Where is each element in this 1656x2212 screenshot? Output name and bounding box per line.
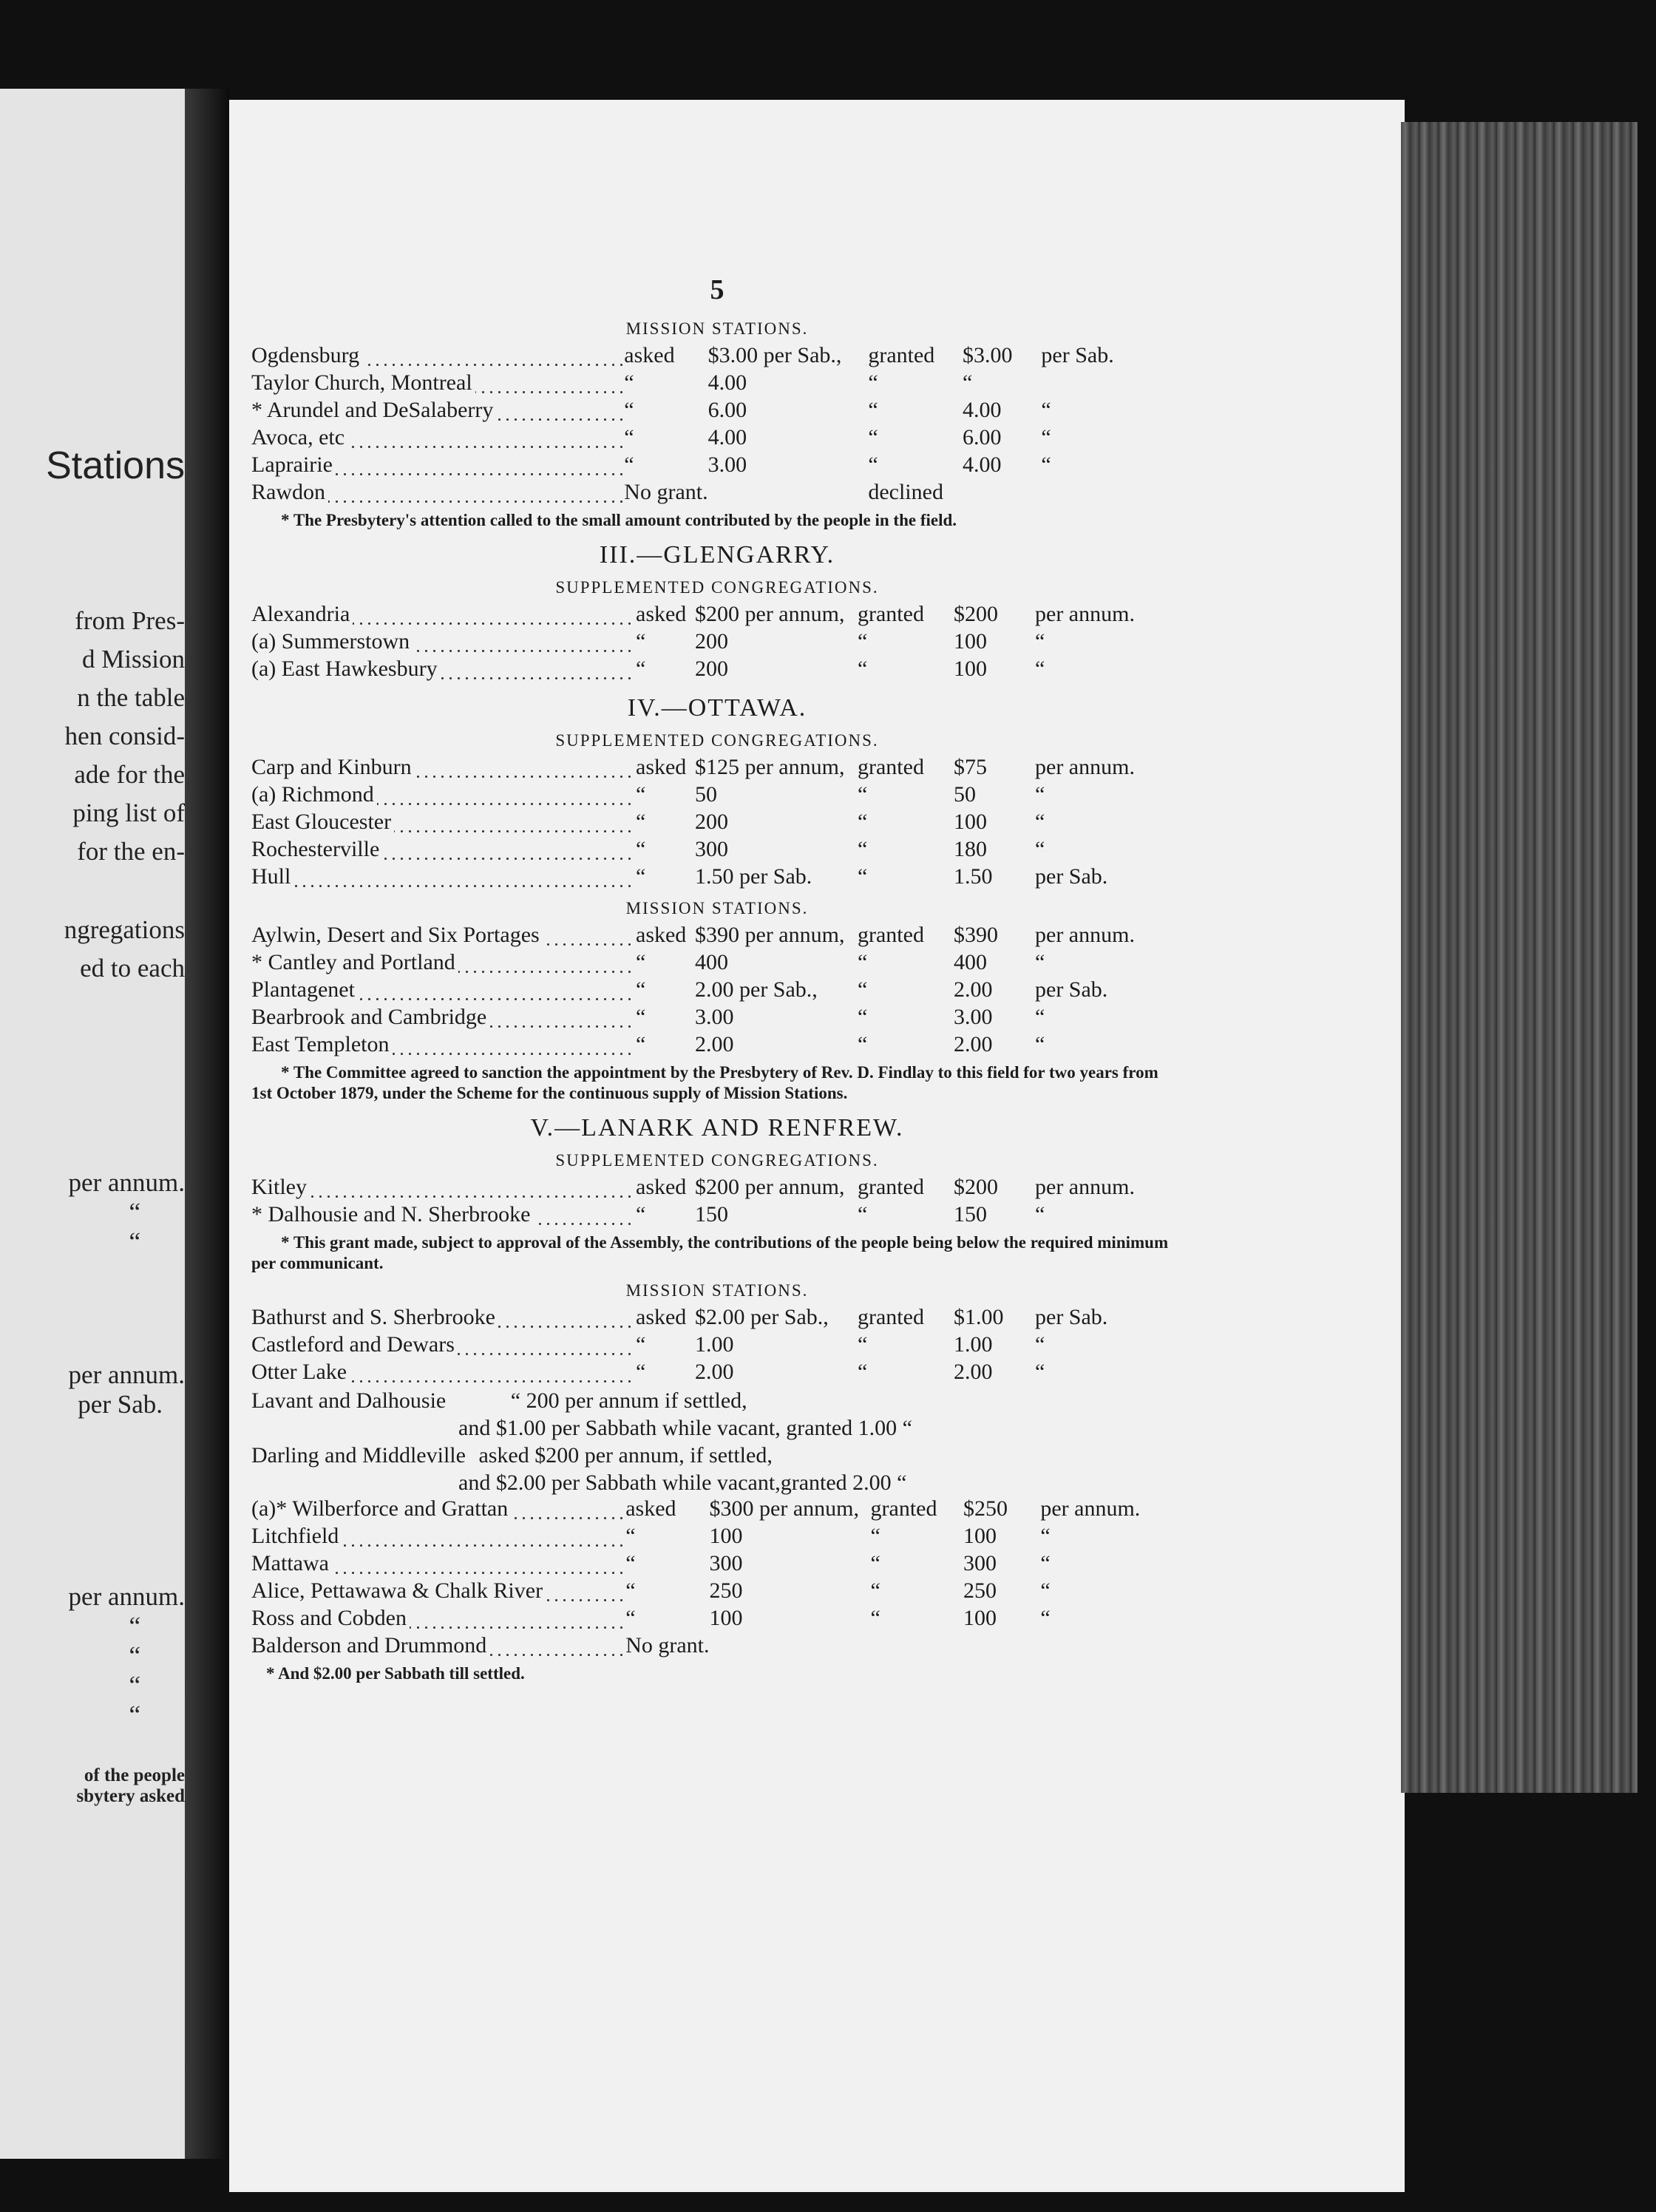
- table-row: [251, 1496, 1183, 1524]
- row-cell-c5: [1041, 480, 1183, 507]
- row-cell-c1: “: [624, 398, 634, 422]
- left-line: hen consid-: [64, 722, 185, 750]
- row-cell-c5: “: [1035, 950, 1045, 974]
- mission-stations-heading: MISSION STATIONS.: [625, 1281, 809, 1300]
- entry-name: Lavant and Dalhousie: [251, 1388, 447, 1413]
- row-name: [251, 1606, 625, 1633]
- row-cell-c2: 200: [695, 657, 728, 681]
- row-cell-c4: $3.00: [962, 343, 1013, 367]
- row-cell-c2: $300 per annum,: [709, 1496, 859, 1521]
- row-name-text: Rawdon: [251, 480, 328, 504]
- table-row: [251, 1332, 1183, 1360]
- row-name-text: Rochesterville: [251, 837, 382, 861]
- row-name: [251, 1305, 636, 1332]
- row-cell-c1: “: [636, 977, 646, 1002]
- entry-detail: asked $200 per annum, if settled,: [478, 1443, 773, 1468]
- row-name-text: Taylor Church, Montreal: [251, 370, 475, 395]
- footnote: * This grant made, subject to approval of the Assembly, the contributions of the people being below the required minimum per communicant.: [251, 1233, 1169, 1272]
- table-row: [251, 1524, 1183, 1551]
- left-footnote: of the people: [84, 1765, 185, 1785]
- left-line: from Pres-: [75, 606, 185, 635]
- ottawa-mission-table: [251, 923, 1183, 1059]
- table-row: [251, 629, 1183, 657]
- entry-lavant: [251, 1387, 1183, 1414]
- row-cell-c5: “: [1035, 657, 1045, 681]
- table-row: [251, 1551, 1183, 1578]
- mission-stations-heading: MISSION STATIONS.: [625, 319, 809, 338]
- row-cell-c3: “: [858, 1032, 868, 1056]
- row-name-text: Kitley: [251, 1175, 310, 1199]
- table-row: [251, 864, 1183, 892]
- lanark-mission-table-2: [251, 1496, 1183, 1660]
- row-cell-c3: granted: [858, 1175, 924, 1199]
- left-ditto: “: [129, 1227, 140, 1256]
- row-cell-c2: $125 per annum,: [695, 755, 845, 779]
- row-cell-c4: $250: [963, 1496, 1008, 1521]
- row-name-text: Mattawa: [251, 1551, 332, 1575]
- section-heading: III.—GLENGARRY.: [599, 541, 835, 569]
- row-cell-c5: “: [1041, 398, 1051, 422]
- table-row: [251, 1005, 1183, 1032]
- table-row: [251, 1202, 1183, 1229]
- row-cell-c2: 200: [695, 810, 728, 834]
- row-cell-c1: “: [625, 1606, 636, 1630]
- row-name: [251, 425, 624, 452]
- row-cell-c5: “: [1035, 1360, 1045, 1384]
- row-cell-c5: per Sab.: [1035, 1305, 1108, 1329]
- row-cell-c1: “: [636, 1032, 646, 1056]
- row-name: [251, 864, 636, 892]
- row-name: [251, 1496, 625, 1524]
- row-cell-c5: per annum.: [1035, 755, 1135, 779]
- row-cell-c2: 3.00: [707, 452, 747, 477]
- table-row: [251, 810, 1183, 837]
- row-cell-c1: “: [636, 950, 646, 974]
- table-row: [251, 782, 1183, 810]
- row-name-text: Hull: [251, 864, 293, 889]
- book-gutter: [185, 89, 229, 2159]
- row-name-text: Bearbrook and Cambridge: [251, 1005, 489, 1029]
- row-cell-c3: granted: [858, 923, 924, 947]
- row-name-text: Ogdensburg: [251, 343, 362, 367]
- row-cell-c5: [1040, 1633, 1183, 1660]
- row-cell-c3: “: [868, 452, 878, 477]
- row-name-text: Laprairie: [251, 452, 336, 477]
- row-name: [251, 398, 624, 425]
- row-name: [251, 755, 636, 782]
- row-cell-c5: “: [1041, 425, 1051, 449]
- row-cell-c1: asked: [636, 602, 687, 626]
- row-name: [251, 1032, 636, 1059]
- row-cell-c5: “: [1035, 629, 1045, 654]
- table-row: [251, 602, 1183, 629]
- left-heading: Stations: [46, 444, 185, 487]
- row-name-text: Aylwin, Desert and Six Portages: [251, 923, 543, 947]
- row-cell-c5: “: [1040, 1551, 1051, 1575]
- row-cell-c2: 1.50 per Sab.: [695, 864, 812, 889]
- row-cell-c3: “: [870, 1578, 880, 1603]
- row-cell-c5: “: [1035, 1332, 1045, 1357]
- row-name: [251, 452, 624, 480]
- row-cell-c4: 50: [954, 782, 976, 807]
- row-cell-c4: 100: [954, 810, 987, 834]
- entry-name: Darling and Middleville: [251, 1443, 466, 1468]
- row-cell-c2: 6.00: [707, 398, 747, 422]
- row-cell-c1: asked: [636, 1305, 687, 1329]
- row-cell-c4: $75: [954, 755, 987, 779]
- left-page-fragment: [0, 89, 185, 2159]
- row-cell-c5: “: [1035, 837, 1045, 861]
- row-cell-c5: per Sab.: [1035, 977, 1108, 1002]
- row-cell-c4: 3.00: [954, 1005, 993, 1029]
- row-cell-c2: 4.00: [707, 425, 747, 449]
- row-cell-c3: [871, 1633, 963, 1660]
- row-name-text: Bathurst and S. Sherbrooke: [251, 1305, 498, 1329]
- ottawa-table: [251, 755, 1183, 892]
- row-cell-c2: 4.00: [707, 370, 747, 395]
- row-name-text: Carp and Kinburn: [251, 755, 415, 779]
- left-line: d Mission: [81, 645, 185, 674]
- page-edges: [1401, 122, 1638, 1793]
- row-cell-c4: 4.00: [962, 398, 1002, 422]
- table-row: [251, 1305, 1183, 1332]
- row-cell-c4: $200: [954, 1175, 998, 1199]
- row-cell-c2: 2.00 per Sab.,: [695, 977, 818, 1002]
- table-row: [251, 657, 1183, 684]
- row-cell-c3: “: [858, 629, 868, 654]
- row-name: [251, 837, 636, 864]
- row-cell-c1: asked: [636, 1175, 687, 1199]
- row-cell-c3: “: [858, 977, 868, 1002]
- row-name-text: Castleford and Dewars: [251, 1332, 458, 1357]
- row-cell-c1: “: [636, 629, 646, 654]
- row-cell-c4: 300: [963, 1551, 997, 1575]
- row-cell-c3: “: [858, 1202, 868, 1227]
- row-cell-c5: “: [1040, 1578, 1051, 1603]
- row-name: [251, 480, 624, 507]
- row-name-text: Alice, Pettawawa & Chalk River: [251, 1578, 546, 1603]
- table-row: [251, 977, 1183, 1005]
- table-row: [251, 343, 1183, 370]
- row-cell-c2: 400: [695, 950, 728, 974]
- row-cell-c3: “: [868, 425, 878, 449]
- row-cell-c5: per Sab.: [1041, 343, 1114, 367]
- row-cell-c5: “: [1035, 810, 1045, 834]
- table-row: [251, 923, 1183, 950]
- left-ditto: “: [129, 1198, 140, 1227]
- row-cell-c2: $390 per annum,: [695, 923, 845, 947]
- row-cell-c1: “: [636, 1202, 646, 1227]
- row-cell-c2: 100: [709, 1606, 743, 1630]
- left-line: n the table: [77, 683, 185, 712]
- row-cell-c5: per annum.: [1035, 602, 1135, 626]
- row-name-text: Otter Lake: [251, 1360, 350, 1384]
- row-name: [251, 1202, 636, 1229]
- row-name: [251, 602, 636, 629]
- row-name: [251, 1360, 636, 1387]
- row-cell-c4: 100: [954, 657, 987, 681]
- row-name-text: Litchfield: [251, 1524, 342, 1548]
- row-name: [251, 950, 636, 977]
- row-cell-c3: “: [858, 1005, 868, 1029]
- row-cell-c1: “: [625, 1551, 636, 1575]
- row-cell-c4: $1.00: [954, 1305, 1004, 1329]
- row-cell-c5: “: [1035, 1005, 1045, 1029]
- row-cell-c1: asked: [636, 755, 687, 779]
- left-line: for the en-: [77, 837, 185, 866]
- left-line: ngregations: [64, 915, 185, 944]
- section-heading: IV.—OTTAWA.: [627, 694, 807, 722]
- row-cell-c3: “: [858, 950, 868, 974]
- left-ditto: “: [129, 1671, 140, 1700]
- row-cell-c1: “: [624, 452, 634, 477]
- row-cell-c3: “: [858, 782, 868, 807]
- row-cell-c5: per Sab.: [1035, 864, 1108, 889]
- table-row: [251, 837, 1183, 864]
- row-name-text: * Arundel and DeSalaberry: [251, 398, 496, 422]
- left-footnote: sbytery asked: [76, 1786, 185, 1806]
- row-cell-c2: 2.00: [695, 1032, 734, 1056]
- row-cell-c3: “: [858, 1332, 868, 1357]
- footnote: * The Presbytery's attention called to the small amount contributed by the people in the field.: [281, 511, 957, 529]
- row-name-text: East Templeton: [251, 1032, 392, 1056]
- row-name-text: (a) Summerstown: [251, 629, 413, 654]
- row-cell-c2: [710, 1633, 871, 1660]
- row-cell-c5: “: [1035, 1202, 1045, 1227]
- row-name-text: Balderson and Drummond: [251, 1633, 489, 1658]
- row-name-text: Avoca, etc: [251, 425, 347, 449]
- row-cell-c2: 1.00: [695, 1332, 734, 1357]
- row-cell-c5: “: [1040, 1524, 1051, 1548]
- row-name-text: * Dalhousie and N. Sherbrooke: [251, 1202, 533, 1227]
- row-cell-c4: 4.00: [962, 452, 1002, 477]
- row-name: [251, 343, 624, 370]
- row-cell-c5: per annum.: [1040, 1496, 1141, 1521]
- footnote: * The Committee agreed to sanction the appointment by the Presbytery of Rev. D. Findlay to this field for two years from 1st October 1879, under the Scheme for the continuous supply of Mission Stations.: [251, 1063, 1158, 1102]
- table-row: [251, 950, 1183, 977]
- row-name-text: Alexandria: [251, 602, 353, 626]
- table-row: [251, 1578, 1183, 1606]
- row-name-text: * Cantley and Portland: [251, 950, 458, 974]
- left-per-annum: per annum.: [68, 1582, 185, 1611]
- row-cell-c1: No grant.: [625, 1633, 710, 1658]
- footnote: * And $2.00 per Sabbath till settled.: [266, 1664, 525, 1683]
- table-row: [251, 398, 1183, 425]
- row-name: [251, 370, 624, 398]
- row-name: [251, 810, 636, 837]
- row-cell-c1: asked: [636, 923, 687, 947]
- row-name: [251, 629, 636, 657]
- row-cell-c2: 100: [709, 1524, 743, 1548]
- row-cell-c3: “: [858, 810, 868, 834]
- left-per-annum: per annum.: [68, 1168, 185, 1197]
- row-name-text: (a) Richmond: [251, 782, 377, 807]
- mission-stations-heading: MISSION STATIONS.: [625, 899, 809, 917]
- mission-stations-table: [251, 343, 1183, 507]
- row-cell-c2: $2.00 per Sab.,: [695, 1305, 829, 1329]
- row-cell-c3: granted: [868, 343, 935, 367]
- row-cell-c2: 300: [709, 1551, 743, 1575]
- row-cell-c3: granted: [870, 1496, 937, 1521]
- entry-detail: “ 200 per annum if settled,: [510, 1388, 747, 1413]
- table-row: [251, 1032, 1183, 1059]
- row-cell-c1: “: [636, 1005, 646, 1029]
- row-name-text: Plantagenet: [251, 977, 358, 1002]
- row-cell-c2: $200 per annum,: [695, 1175, 845, 1199]
- row-cell-c1: “: [636, 657, 646, 681]
- row-cell-c4: 100: [963, 1606, 997, 1630]
- row-name-text: (a)* Wilberforce and Grattan: [251, 1496, 511, 1521]
- row-cell-c1: “: [636, 1360, 646, 1384]
- row-name: [251, 1005, 636, 1032]
- lanark-table: [251, 1175, 1183, 1229]
- row-cell-c4: [963, 1633, 1040, 1660]
- row-cell-c2: 250: [709, 1578, 743, 1603]
- row-cell-c3: “: [858, 837, 868, 861]
- row-cell-c1: “: [636, 837, 646, 861]
- row-cell-c5: “: [1040, 1606, 1051, 1630]
- row-cell-c3: “: [868, 398, 878, 422]
- row-cell-c3: “: [870, 1606, 880, 1630]
- row-name-text: (a) East Hawkesbury: [251, 657, 441, 681]
- left-per-annum: per annum.: [68, 1360, 185, 1389]
- page-number: 5: [710, 274, 724, 305]
- row-cell-c3: “: [858, 657, 868, 681]
- row-cell-c2: 3.00: [695, 1005, 734, 1029]
- row-cell-c2: $3.00 per Sab.,: [707, 343, 842, 367]
- row-cell-c2: 2.00: [695, 1360, 734, 1384]
- row-cell-c4: 1.00: [954, 1332, 993, 1357]
- row-cell-c4: 1.50: [954, 864, 993, 889]
- row-cell-c1: “: [625, 1524, 636, 1548]
- left-line: ade for the: [74, 760, 185, 789]
- row-cell-c4: “: [962, 370, 973, 395]
- left-ditto: “: [129, 1700, 140, 1729]
- table-row: [251, 1175, 1183, 1202]
- row-cell-c1: asked: [625, 1496, 676, 1521]
- row-cell-c4: 2.00: [954, 977, 993, 1002]
- table-row: [251, 452, 1183, 480]
- left-ditto: “: [129, 1612, 140, 1641]
- row-cell-c2: $200 per annum,: [695, 602, 845, 626]
- row-cell-c4: [963, 480, 1041, 507]
- row-cell-c1: asked: [624, 343, 675, 367]
- row-cell-c4: 6.00: [962, 425, 1002, 449]
- row-cell-c3: “: [858, 864, 868, 889]
- row-name: [251, 1332, 636, 1360]
- sub-heading: SUPPLEMENTED CONGREGATIONS.: [555, 731, 879, 750]
- row-cell-c4: 100: [954, 629, 987, 654]
- row-name: [251, 657, 636, 684]
- entry-darling: [251, 1442, 1183, 1469]
- row-name: [251, 1551, 625, 1578]
- left-ditto: “: [129, 1641, 140, 1670]
- row-cell-c3: granted: [858, 1305, 924, 1329]
- row-cell-c4: 250: [963, 1578, 997, 1603]
- left-per-sab: per Sab.: [78, 1390, 163, 1419]
- row-name-text: Ross and Cobden: [251, 1606, 410, 1630]
- row-cell-c2: [708, 480, 869, 507]
- row-cell-c4: 2.00: [954, 1360, 993, 1384]
- row-cell-c1: “: [624, 370, 634, 395]
- sub-heading: SUPPLEMENTED CONGREGATIONS.: [555, 1151, 879, 1170]
- row-name: [251, 782, 636, 810]
- table-row: [251, 1633, 1183, 1660]
- row-cell-c4: 100: [963, 1524, 997, 1548]
- row-cell-c2: 300: [695, 837, 728, 861]
- row-cell-c1: No grant.: [624, 480, 708, 504]
- row-cell-c3: “: [858, 1360, 868, 1384]
- row-cell-c4: 180: [954, 837, 987, 861]
- entry-detail: and $1.00 per Sabbath while vacant, granted 1.00 “: [458, 1416, 912, 1440]
- row-cell-c5: per annum.: [1035, 1175, 1135, 1199]
- row-cell-c1: “: [625, 1578, 636, 1603]
- row-cell-c2: 50: [695, 782, 717, 807]
- table-row: [251, 1606, 1183, 1633]
- row-cell-c1: “: [636, 864, 646, 889]
- row-cell-c5: [1041, 370, 1183, 398]
- glengarry-table: [251, 602, 1183, 684]
- row-cell-c5: “: [1035, 782, 1045, 807]
- row-cell-c4: 2.00: [954, 1032, 993, 1056]
- row-name: [251, 923, 636, 950]
- row-name-text: East Gloucester: [251, 810, 394, 834]
- sub-heading: SUPPLEMENTED CONGREGATIONS.: [555, 578, 879, 597]
- table-row: [251, 755, 1183, 782]
- table-row: [251, 425, 1183, 452]
- entry-detail: and $2.00 per Sabbath while vacant,granted 2.00 “: [458, 1470, 907, 1495]
- row-cell-c4: $200: [954, 602, 998, 626]
- row-cell-c1: “: [636, 1332, 646, 1357]
- row-cell-c5: “: [1035, 1032, 1045, 1056]
- row-cell-c1: “: [636, 810, 646, 834]
- section-heading: V.—LANARK AND RENFREW.: [530, 1114, 904, 1141]
- row-cell-c5: “: [1041, 452, 1051, 477]
- row-cell-c4: $390: [954, 923, 998, 947]
- lanark-mission-table: [251, 1305, 1183, 1387]
- row-cell-c3: declined: [868, 480, 943, 504]
- row-cell-c2: 150: [695, 1202, 728, 1227]
- row-cell-c4: 400: [954, 950, 987, 974]
- row-cell-c5: per annum.: [1035, 923, 1135, 947]
- row-cell-c4: 150: [954, 1202, 987, 1227]
- left-line: ed to each: [80, 954, 185, 983]
- row-cell-c3: “: [870, 1524, 880, 1548]
- row-name: [251, 977, 636, 1005]
- row-cell-c3: granted: [858, 602, 924, 626]
- row-cell-c3: “: [868, 370, 878, 395]
- row-name: [251, 1524, 625, 1551]
- left-line: ping list of: [72, 798, 185, 827]
- row-cell-c2: 200: [695, 629, 728, 654]
- row-cell-c1: “: [624, 425, 634, 449]
- row-name: [251, 1578, 625, 1606]
- page-content: [251, 274, 1183, 1690]
- row-cell-c3: “: [870, 1551, 880, 1575]
- row-cell-c3: granted: [858, 755, 924, 779]
- table-row: [251, 480, 1183, 507]
- table-row: [251, 370, 1183, 398]
- table-row: [251, 1360, 1183, 1387]
- row-name: [251, 1175, 636, 1202]
- row-cell-c1: “: [636, 782, 646, 807]
- row-name: [251, 1633, 625, 1660]
